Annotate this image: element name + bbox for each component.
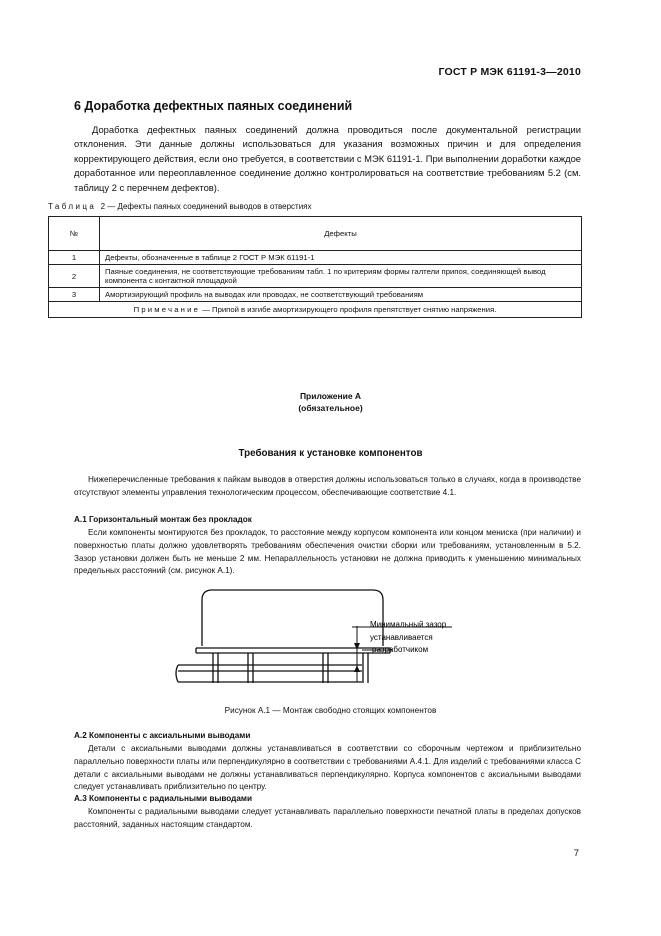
component-body — [202, 590, 383, 646]
table-cell-num: 3 — [49, 288, 100, 302]
page-number: 7 — [573, 848, 579, 859]
table-header-defects: Дефекты — [100, 217, 582, 251]
table-caption-text: 2 — Дефекты паяных соединений выводов в отверстиях — [100, 202, 312, 211]
table-caption-label: Таблица — [48, 202, 97, 211]
document-header: ГОСТ Р МЭК 61191-3—2010 — [438, 66, 581, 78]
defects-table — [48, 216, 582, 318]
section-title: 6 Доработка дефектных паяных соединений — [74, 99, 353, 113]
figure-label-1: Минимальный зазор — [370, 620, 447, 629]
table-caption — [48, 202, 312, 211]
table-cell-num: 1 — [49, 251, 100, 265]
table-row — [49, 288, 582, 302]
figure-label-2: устанавливается — [370, 633, 433, 642]
table-row — [49, 265, 582, 288]
annex-label: Приложение А — [299, 391, 362, 401]
subsection-a3-title: А.3 Компоненты с радиальными выводами — [74, 794, 253, 803]
subsection-a1-title: А.1 Горизонтальный монтаж без прокладок — [74, 515, 252, 524]
table-note — [49, 302, 582, 318]
table-cell-num: 2 — [49, 265, 100, 288]
table-cell-text: Паяные соединения, не соответствующие требованиям табл. 1 по критериям формы галтели припоя, соединяющей вывод компонента с контактной площадкой — [100, 265, 582, 288]
annex-status: (обязательное) — [298, 403, 363, 413]
section-paragraph: Доработка дефектных паяных соединений должна проводиться после документальной регистрации отклонения. Эти данные должны использоваться для указания возможных причин и для определения корректирующего действия, если оно требуется, в соответствии с МЭК 61191-1. При выполнении доработки каждое доработанное или переоплавленное соединение должно контролироваться на соответствие требованиям 5.2 (см. таблицу 2 с перечнем дефектов). — [74, 124, 581, 193]
subsection-a1-text: Если компоненты монтируются без прокладок, то расстояние между корпусом компонента или концом мениска (при наличии) и поверхностью платы должно удовлетворять требованиям обеспечения очистки сборки или требованиям, установленным в 5.2. Зазор установки должен быть не меньше 2 мм. Непараллельность установки не должна приводить к уменьшению минимальных предельных расстояний (см. рисунок А.1). — [74, 528, 581, 576]
printed-board — [176, 665, 362, 682]
table-row — [49, 251, 582, 265]
subsection-a3-text: Компоненты с радиальными выводами следует устанавливать параллельно поверхности печатной платы в пределах допусков расстояний, заданных настоящим стандартом. — [74, 807, 581, 829]
annex-title: Требования к установке компонентов — [238, 448, 423, 459]
figure-a1-drawing — [0, 578, 661, 698]
annex-intro: Нижеперечисленные требования к пайкам выводов в отверстия должны использоваться только в случаях, когда в производстве отсутствуют элементы управления технологическим процессом, обеспечивающие соответствие 4.1. — [74, 475, 581, 497]
table-note-text: — Припой в изгибе амортизирующего профиля препятствует снятию напряжения. — [202, 305, 497, 314]
component-leads — [213, 653, 368, 683]
figure-caption: Рисунок А.1 — Монтаж свободно стоящих компонентов — [224, 706, 437, 715]
subsection-a2-title: А.2 Компоненты с аксиальными выводами — [74, 731, 251, 740]
table-header-num: № — [49, 217, 100, 251]
table-note-row — [49, 302, 582, 318]
table-header-row — [49, 217, 582, 251]
table-cell-text: Дефекты, обозначенные в таблице 2 ГОСТ Р МЭК 61191-1 — [100, 251, 582, 265]
table-note-label: Примечание — [133, 305, 201, 314]
subsection-a2-text: Детали с аксиальными выводами должны устанавливаться в соответствии со сборочным чертежом и приблизительно параллельно поверхности платы или перпендикулярно в соответствии с требованиями А.4.1. Для изделий с требованиями класса С детали с аксиальными выводами не должны устанавливаться перпендикулярно. Корпуса компонентов с аксиальными выводами следует устанавливать приблизительно по центру. — [74, 744, 581, 792]
figure-label-3: разработчиком — [372, 645, 429, 654]
table-cell-text: Амортизирующий профиль на выводах или проводах, не соответствующий требованиям — [100, 288, 582, 302]
